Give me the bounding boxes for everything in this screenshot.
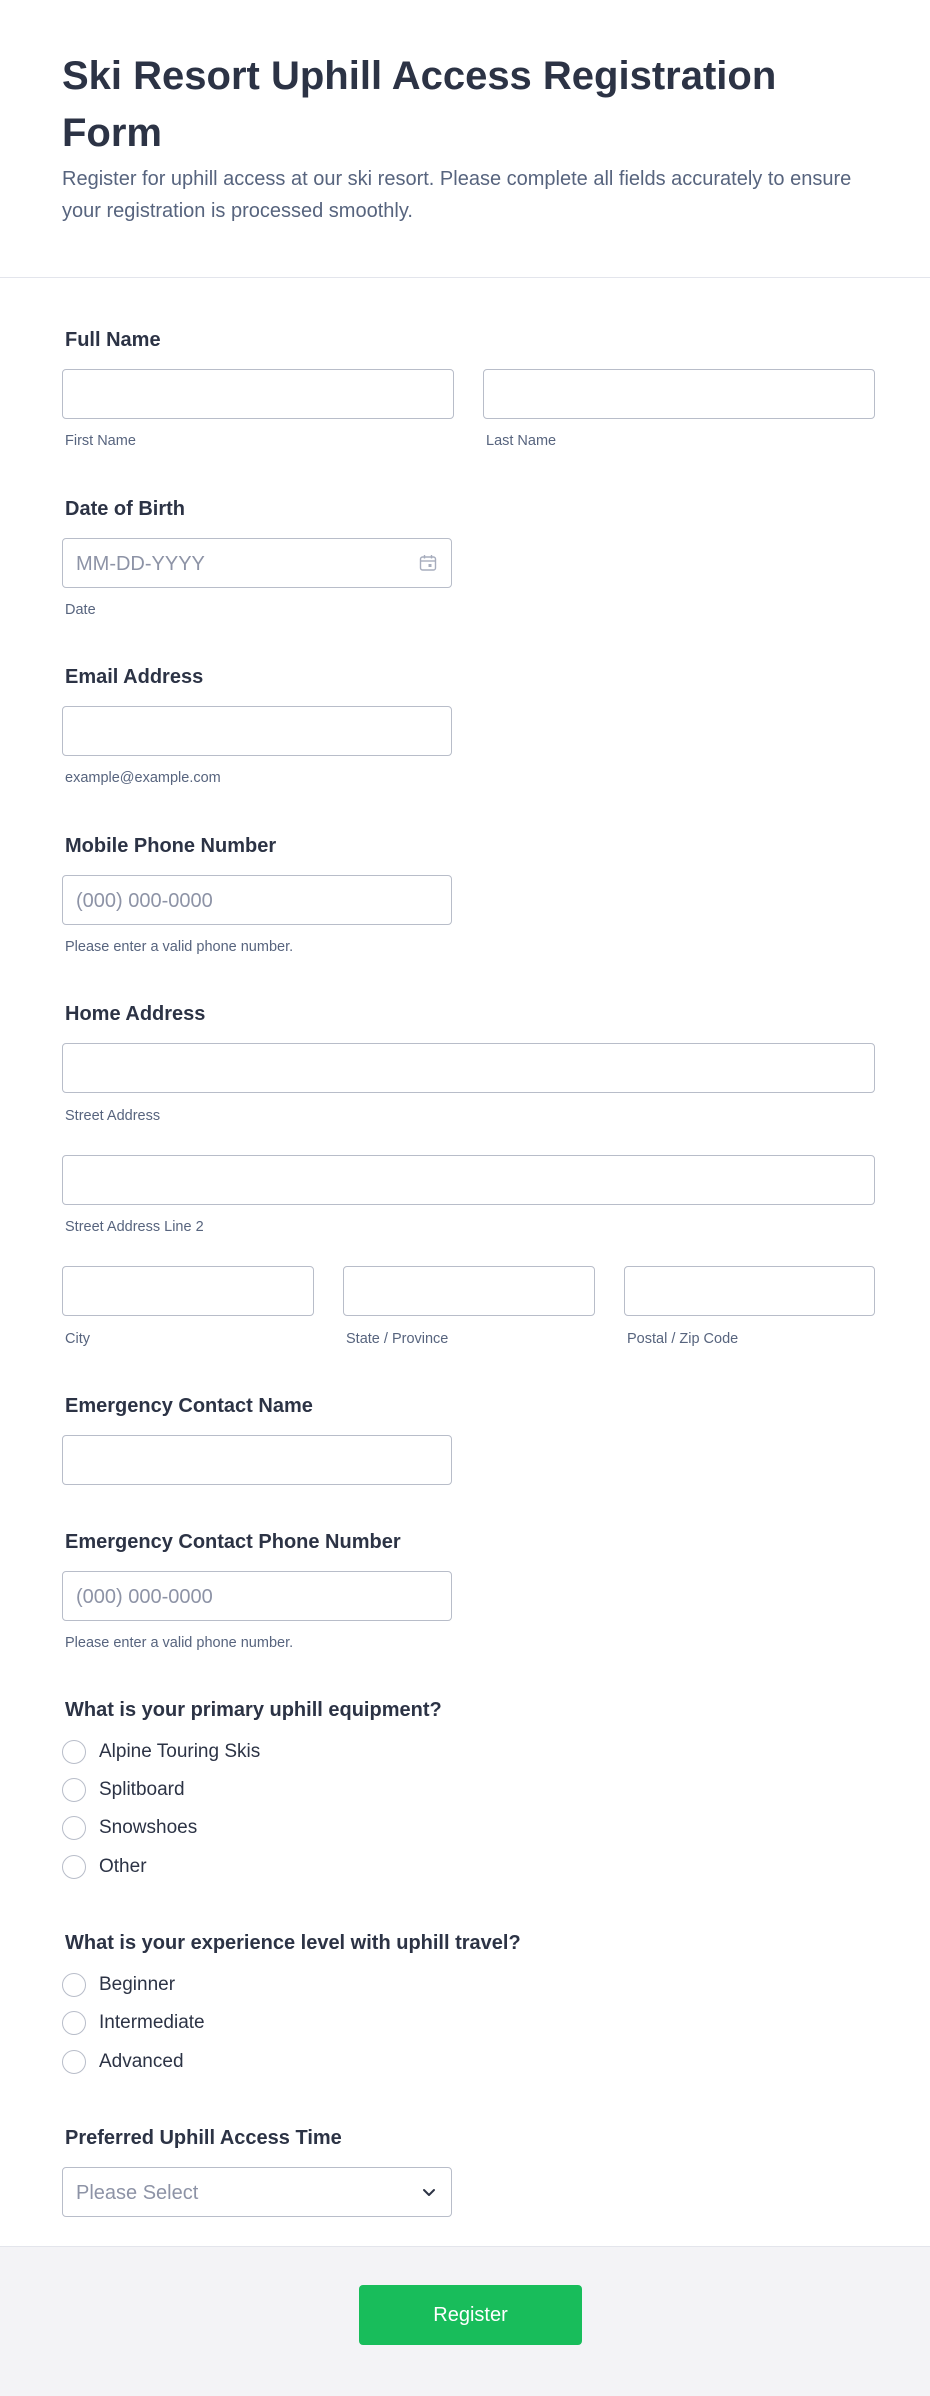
phone-sublabel: Please enter a valid phone number.	[65, 939, 294, 955]
register-button[interactable]: Register	[359, 2285, 582, 2345]
email-input[interactable]	[62, 706, 452, 756]
phone-placeholder: (000) 000-0000	[76, 890, 213, 912]
last-name-input[interactable]	[483, 369, 875, 419]
radio-button[interactable]	[62, 1973, 86, 1997]
form-header	[0, 0, 930, 278]
radio-button[interactable]	[62, 1778, 86, 1802]
access-time-label: Preferred Uphill Access Time	[65, 2127, 342, 2149]
radio-button[interactable]	[62, 2011, 86, 2035]
radio-label: Splitboard	[99, 1779, 185, 1800]
experience-label: What is your experience level with uphill travel?	[65, 1932, 521, 1954]
page-description: Register for uphill access at our ski resort. Please complete all fields accurately to ensure your registration is processed smoothly.	[62, 168, 852, 222]
email-sublabel: example@example.com	[65, 770, 221, 786]
page-title: Ski Resort Uphill Access Registration Form	[62, 54, 777, 155]
emergency-phone-placeholder: (000) 000-0000	[76, 1586, 213, 1608]
phone-label: Mobile Phone Number	[65, 835, 277, 857]
access-time-select[interactable]	[62, 2167, 452, 2217]
zip-sublabel: Postal / Zip Code	[627, 1331, 739, 1347]
emergency-name-input[interactable]	[62, 1435, 452, 1485]
access-time-selected: Please Select	[76, 2182, 199, 2204]
chevron-down-icon	[421, 2184, 437, 2200]
calendar-icon[interactable]	[419, 554, 437, 572]
first-name-sublabel: First Name	[65, 433, 136, 449]
dob-sublabel: Date	[65, 602, 96, 618]
dob-placeholder: MM-DD-YYYY	[76, 553, 205, 575]
state-sublabel: State / Province	[346, 1331, 449, 1347]
radio-label: Advanced	[99, 2051, 184, 2072]
radio-label: Other	[99, 1856, 147, 1877]
street-address-2-sublabel: Street Address Line 2	[65, 1219, 204, 1235]
emergency-phone-label: Emergency Contact Phone Number	[65, 1531, 401, 1553]
form-footer	[0, 2246, 930, 2396]
radio-button[interactable]	[62, 1816, 86, 1840]
street-address-2-input[interactable]	[62, 1155, 875, 1205]
radio-label: Intermediate	[99, 2012, 205, 2033]
street-address-input[interactable]	[62, 1043, 875, 1093]
dob-input[interactable]	[62, 538, 452, 588]
phone-input[interactable]	[62, 875, 452, 925]
emergency-phone-input[interactable]	[62, 1571, 452, 1621]
dob-label: Date of Birth	[65, 498, 185, 520]
city-sublabel: City	[65, 1331, 90, 1347]
emergency-phone-sublabel: Please enter a valid phone number.	[65, 1635, 294, 1651]
city-input[interactable]	[62, 1266, 314, 1316]
state-input[interactable]	[343, 1266, 595, 1316]
full-name-label: Full Name	[65, 329, 161, 351]
radio-button[interactable]	[62, 1740, 86, 1764]
first-name-input[interactable]	[62, 369, 454, 419]
email-label: Email Address	[65, 666, 204, 688]
street-address-sublabel: Street Address	[65, 1108, 161, 1124]
radio-button[interactable]	[62, 2050, 86, 2074]
radio-button[interactable]	[62, 1855, 86, 1879]
last-name-sublabel: Last Name	[486, 433, 557, 449]
equipment-label: What is your primary uphill equipment?	[65, 1699, 442, 1721]
radio-label: Alpine Touring Skis	[99, 1741, 261, 1762]
zip-input[interactable]	[624, 1266, 875, 1316]
emergency-name-label: Emergency Contact Name	[65, 1395, 313, 1417]
address-label: Home Address	[65, 1003, 206, 1025]
radio-label: Snowshoes	[99, 1817, 198, 1838]
radio-label: Beginner	[99, 1974, 176, 1995]
